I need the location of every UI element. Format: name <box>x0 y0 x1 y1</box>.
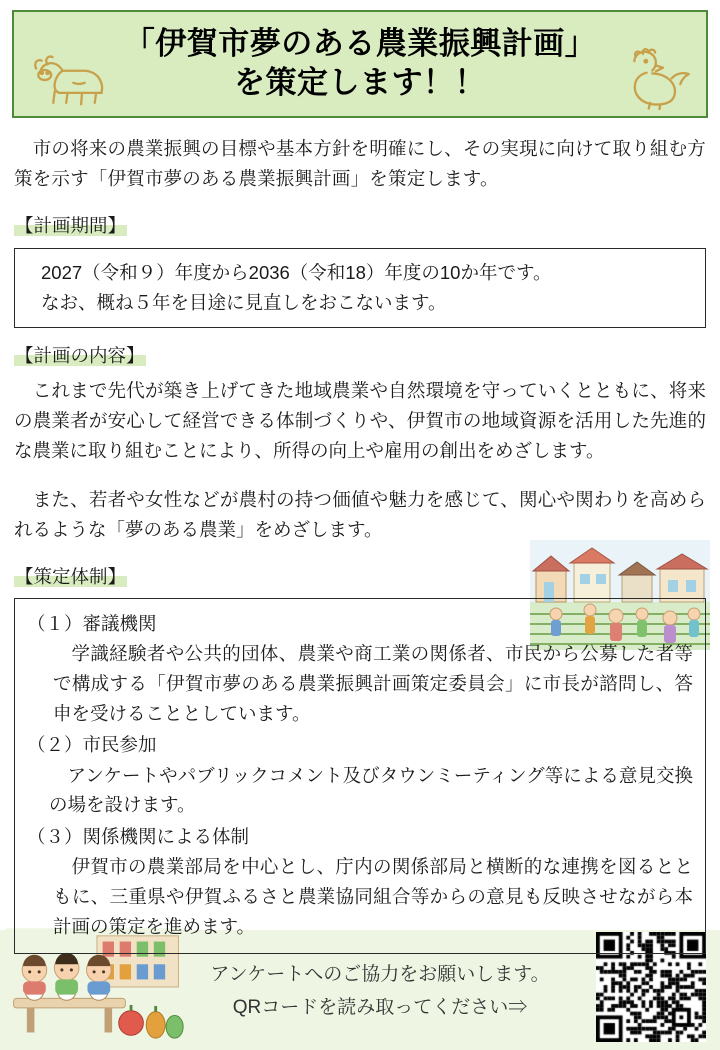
cow-icon <box>26 50 112 110</box>
system-item-1-title: （１）審議機関 <box>27 612 157 634</box>
period-line-1: 2027（令和９）年度から2036（令和18）年度の10か年です。 <box>41 262 552 284</box>
system-item-3-title: （３）関係機関による体制 <box>27 825 250 847</box>
footer-message-line1: アンケートへのご協力をお願いします。 <box>210 963 550 985</box>
section-heading-system-label: 【策定体制】 <box>15 565 127 587</box>
intro-paragraph: 市の将来の農業振興の目標や基本方針を明確にし、その実現に向けて取り組む方策を示す「伊賀市夢のある農業振興計画」を策定します。 <box>14 138 706 189</box>
system-item-1-body: 学識経験者や公共的団体、農業や商工業の関係者、市民から公募した者等で構成する「伊賀市夢のある農業振興計画策定委員会」に市長が諮問し、答申を受けることとしています。 <box>53 643 693 724</box>
system-item-3-body: 伊賀市の農業部局を中心とし、庁内の関係部局と横断的な連携を図るとともに、三重県や伊賀ふるさと農業協同組合等からの意見も反映させながら本計画の策定を進めます。 <box>53 856 693 937</box>
contents-paragraph-1: これまで先代が築き上げてきた地域農業や自然環境を守っていくとともに、将来の農業者が安心して経営できる体制づくりや、伊賀市の地域資源を活用した先進的な農業に取り組むことにより、所得の向上や雇用の創出をめざします。 <box>14 380 706 462</box>
system-item-2-title: （２）市民参加 <box>27 734 157 756</box>
footer-message-line2: QRコードを読み取ってください⇒ <box>232 996 528 1018</box>
header-banner <box>12 10 708 118</box>
section-heading-contents <box>14 342 706 370</box>
section-heading-period-label: 【計画期間】 <box>15 215 127 237</box>
system-box <box>14 598 706 955</box>
chicken-icon <box>610 44 696 110</box>
page-title-line2: を策定します！！ <box>234 65 486 101</box>
system-item-2-body: アンケートやパブリックコメント及びタウンミーティング等による意見交換の場を設けます。 <box>49 764 693 816</box>
section-heading-contents-label: 【計画の内容】 <box>15 345 145 367</box>
section-heading-period <box>14 212 706 240</box>
flyer-page <box>0 10 720 1050</box>
page-title-line1: 「伊賀市夢のある農業振興計画」 <box>123 26 597 63</box>
period-line-2: なお、概ね５年を目途に見直しをおこないます。 <box>41 291 447 313</box>
period-box <box>14 248 706 328</box>
contents-paragraph-2: また、若者や女性などが農村の持つ価値や魅力を感じて、関心や関わりを高められるような「夢のある農業」をめざします。 <box>14 488 706 540</box>
footer-message <box>170 958 590 1025</box>
page-title <box>124 25 597 103</box>
